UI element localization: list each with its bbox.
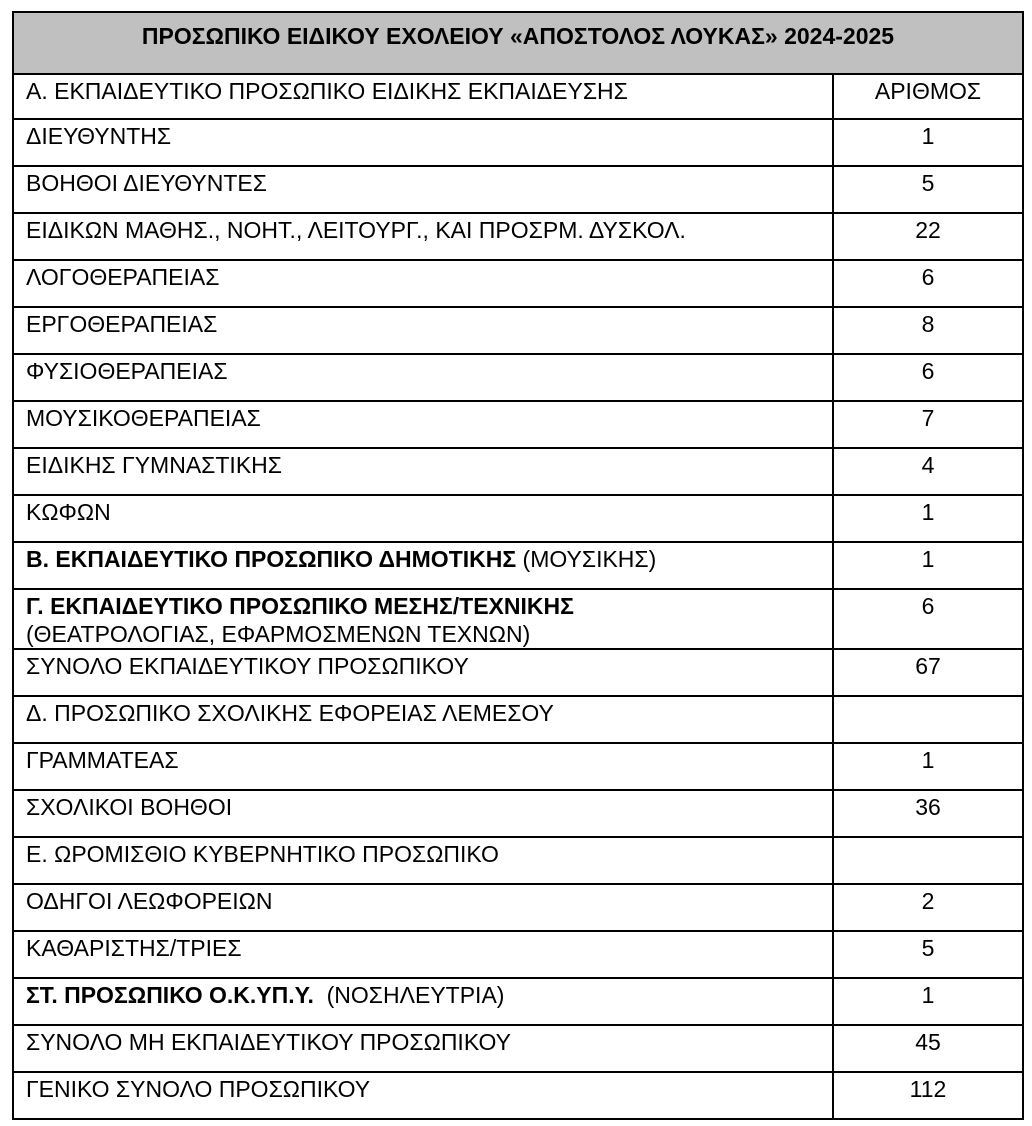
row-label-cell	[13, 978, 833, 1025]
table-row	[13, 401, 1023, 448]
staff-table	[12, 11, 1024, 1120]
section-st-row	[13, 978, 1023, 1025]
row-label-cell	[13, 166, 833, 213]
row-label: ΣΧΟΛΙΚΟΙ ΒΟΗΘΟΙ	[26, 794, 233, 820]
row-count: 36	[915, 794, 941, 820]
section-a-header-label: Α. ΕΚΠΑΙΔΕΥΤΙΚΟ ΠΡΟΣΩΠΙΚΟ ΕΙΔΙΚΗΣ ΕΚΠΑΙΔΕΥΣΗΣ	[26, 78, 628, 104]
row-label: ΕΙΔΙΚΗΣ ΓΥΜΝΑΣΤΙΚΗΣ	[26, 452, 282, 478]
table-row	[13, 307, 1023, 354]
table-title: ΠΡΟΣΩΠΙΚΟ ΕΙΔΙΚΟΥ ΕΧΟΛΕΙΟΥ «ΑΠΟΣΤΟΛΟΣ ΛΟΥΚΑΣ» 2024-2025	[13, 12, 1023, 74]
row-label-cell	[13, 1025, 833, 1072]
section-d-title: Δ. ΠΡΟΣΩΠΙΚΟ ΣΧΟΛΙΚΗΣ ΕΦΟΡΕΙΑΣ ΛΕΜΕΣΟΥ	[26, 700, 554, 726]
row-label-cell	[13, 401, 833, 448]
section-a-header	[13, 74, 833, 119]
row-count-cell	[833, 743, 1023, 790]
row-label-cell	[13, 1072, 833, 1119]
row-count: 2	[921, 888, 935, 914]
section-b-row	[13, 542, 1023, 589]
row-label: ΔΙΕΥΘΥΝΤΗΣ	[26, 123, 172, 149]
header-row	[13, 74, 1023, 119]
row-count-cell	[833, 307, 1023, 354]
section-c-row	[13, 589, 1023, 649]
row-count-cell	[833, 213, 1023, 260]
row-count: 5	[921, 935, 935, 961]
table-row	[13, 884, 1023, 931]
grand-total-count: 112	[909, 1076, 947, 1102]
subtotal-nonteaching-label: ΣΥΝΟΛΟ ΜΗ ΕΚΠΑΙΔΕΥΤΙΚΟΥ ΠΡΟΣΩΠΙΚΟΥ	[26, 1029, 511, 1055]
row-label-cell	[13, 696, 833, 743]
title-row	[13, 12, 1023, 74]
row-count-cell	[833, 448, 1023, 495]
row-count: 8	[921, 311, 935, 337]
row-label-cell	[13, 743, 833, 790]
row-count-cell	[833, 1025, 1023, 1072]
section-c-subtitle: (ΘΕΑΤΡΟΛΟΓΙΑΣ, ΕΦΑΡΜΟΣΜΕΝΩΝ ΤΕΧΝΩΝ)	[26, 621, 531, 647]
section-e-title: Ε. ΩΡΟΜΙΣΘΙΟ ΚΥΒΕΡΝΗΤΙΚΟ ΠΡΟΣΩΠΙΚΟ	[26, 841, 499, 867]
row-count: 6	[921, 593, 935, 619]
row-label: ΕΡΓΟΘΕΡΑΠΕΙΑΣ	[26, 311, 218, 337]
row-count-cell	[833, 790, 1023, 837]
subtotal-teaching-count: 67	[915, 653, 941, 679]
row-count-cell	[833, 166, 1023, 213]
row-count: 5	[921, 170, 935, 196]
row-label: ΟΔΗΓΟΙ ΛΕΩΦΟΡΕΙΩΝ	[26, 888, 273, 914]
table-row	[13, 354, 1023, 401]
row-label-cell	[13, 119, 833, 166]
row-label-cell	[13, 260, 833, 307]
row-label: ΛΟΓΟΘΕΡΑΠΕΙΑΣ	[26, 264, 220, 290]
section-st-subtitle: (ΝΟΣΗΛΕΥΤΡΙΑ)	[313, 982, 505, 1008]
row-label-cell	[13, 495, 833, 542]
row-count	[834, 838, 1022, 841]
table-row	[13, 119, 1023, 166]
row-count: 6	[921, 264, 935, 290]
row-label	[26, 590, 832, 648]
row-label: ΕΙΔΙΚΩΝ ΜΑΘΗΣ., ΝΟΗΤ., ΛΕΙΤΟΥΡΓ., ΚΑΙ ΠΡΟΣΡΜ. ΔΥΣΚΟΛ.	[26, 217, 686, 243]
row-label-cell	[13, 542, 833, 589]
row-label-cell	[13, 931, 833, 978]
grand-total-label: ΓΕΝΙΚΟ ΣΥΝΟΛΟ ΠΡΟΣΩΠΙΚΟΥ	[26, 1076, 371, 1102]
table-row	[13, 790, 1023, 837]
row-count: 1	[921, 123, 935, 149]
row-count-cell	[833, 495, 1023, 542]
subtotal-row	[13, 1025, 1023, 1072]
section-b-subtitle: (ΜΟΥΣΙΚΗΣ)	[516, 546, 657, 572]
row-label-cell	[13, 649, 833, 696]
row-count: 6	[921, 358, 935, 384]
section-d-row	[13, 696, 1023, 743]
row-label	[26, 543, 832, 573]
row-count-cell	[833, 696, 1023, 743]
row-count-cell	[833, 401, 1023, 448]
table-row	[13, 931, 1023, 978]
table-row	[13, 495, 1023, 542]
row-label-cell	[13, 837, 833, 884]
row-label: ΚΩΦΩΝ	[26, 499, 111, 525]
row-label: ΦΥΣΙΟΘΕΡΑΠΕΙΑΣ	[26, 358, 228, 384]
row-count-cell	[833, 260, 1023, 307]
row-label-cell	[13, 307, 833, 354]
subtotal-row	[13, 649, 1023, 696]
table-row	[13, 260, 1023, 307]
row-label: ΜΟΥΣΙΚΟΘΕΡΑΠΕΙΑΣ	[26, 405, 261, 431]
row-label-cell	[13, 448, 833, 495]
row-count-cell	[833, 837, 1023, 884]
table-row	[13, 213, 1023, 260]
row-count-cell	[833, 931, 1023, 978]
row-label: ΚΑΘΑΡΙΣΤΗΣ/ΤΡΙΕΣ	[26, 935, 242, 961]
row-count-cell	[833, 589, 1023, 649]
row-count-cell	[833, 354, 1023, 401]
row-count-cell	[833, 119, 1023, 166]
count-column-header	[833, 74, 1023, 119]
section-c-title: Γ. ΕΚΠΑΙΔΕΥΤΙΚΟ ΠΡΟΣΩΠΙΚΟ ΜΕΣΗΣ/ΤΕΧΝΙΚΗΣ	[26, 593, 574, 619]
subtotal-nonteaching-count: 45	[915, 1029, 941, 1055]
section-e-row	[13, 837, 1023, 884]
row-count: 1	[921, 546, 935, 572]
table-row	[13, 448, 1023, 495]
row-count: 4	[921, 452, 935, 478]
row-count: 1	[921, 982, 935, 1008]
row-label-cell	[13, 589, 833, 649]
section-st-title: ΣΤ. ΠΡΟΣΩΠΙΚΟ Ο.Κ.ΥΠ.Υ.	[26, 982, 314, 1008]
row-label-cell	[13, 884, 833, 931]
row-label: ΓΡΑΜΜΑΤΕΑΣ	[26, 747, 179, 773]
row-count: 1	[921, 747, 935, 773]
row-label-cell	[13, 790, 833, 837]
row-count-cell	[833, 1072, 1023, 1119]
row-label-cell	[13, 354, 833, 401]
row-label	[26, 979, 832, 1009]
row-count: 1	[921, 499, 935, 525]
row-count	[834, 697, 1022, 700]
row-count-cell	[833, 649, 1023, 696]
row-count-cell	[833, 884, 1023, 931]
table-row	[13, 743, 1023, 790]
row-count-cell	[833, 542, 1023, 589]
subtotal-teaching-label: ΣΥΝΟΛΟ ΕΚΠΑΙΔΕΥΤΙΚΟΥ ΠΡΟΣΩΠΙΚΟΥ	[26, 653, 469, 679]
row-label: ΒΟΗΘΟΙ ΔΙΕΥΘΥΝΤΕΣ	[26, 170, 267, 196]
row-label-cell	[13, 213, 833, 260]
row-count: 7	[921, 405, 935, 431]
table-row	[13, 166, 1023, 213]
section-b-title: Β. ΕΚΠΑΙΔΕΥΤΙΚΟ ΠΡΟΣΩΠΙΚΟ ΔΗΜΟΤΙΚΗΣ	[26, 546, 517, 572]
grand-total-row	[13, 1072, 1023, 1119]
count-column-header-label: ΑΡΙΘΜΟΣ	[874, 78, 982, 104]
row-count: 22	[915, 217, 941, 243]
row-count-cell	[833, 978, 1023, 1025]
